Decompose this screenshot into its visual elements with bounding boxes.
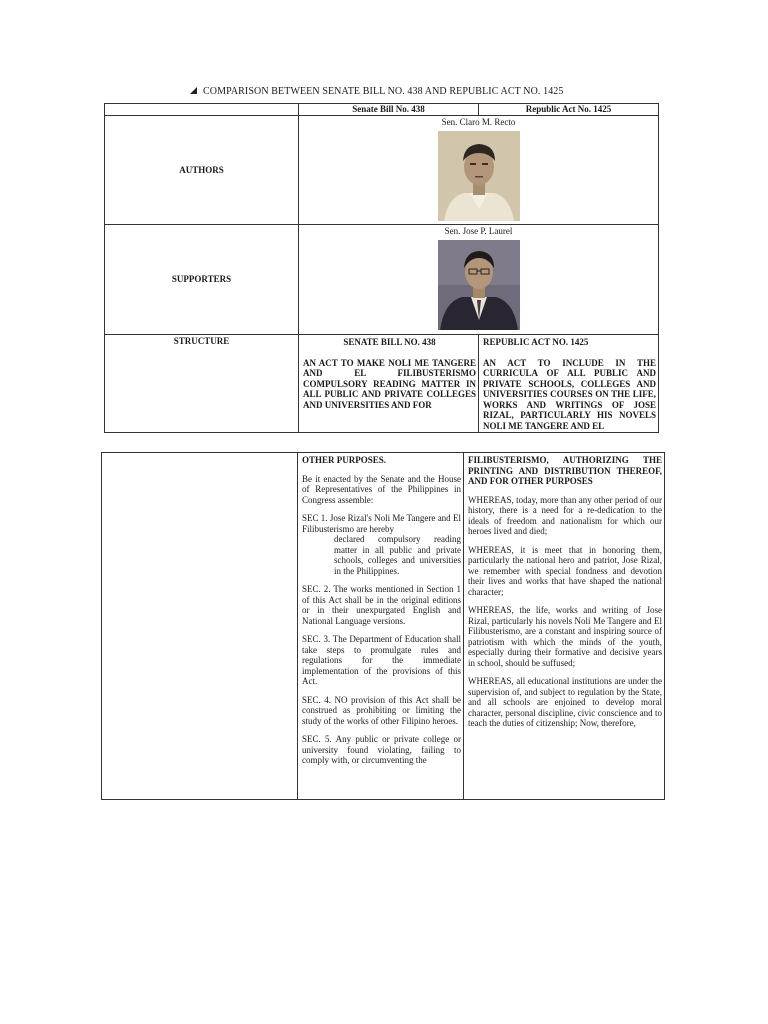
senate-sec1-part2-text: declared compulsory reading matter in all public and private schools, colleges and universities in the Philippines. [334,534,461,576]
senate-structure-heading: SENATE BILL NO. 438 [343,337,436,347]
laurel-portrait-photo [438,240,520,330]
senate-continued-cell [298,453,464,800]
senate-sec5: SEC. 5. Any public or private college or university found violating, failing to comply with, or circumventing the [302,734,461,765]
republic-structure-heading: REPUBLIC ACT NO. 1425 [483,337,589,347]
page-title [190,86,564,97]
republic-whereas-3: WHEREAS, the life, works and writing of Jose Rizal, particularly his novels Noli Me Tangere and El Filibusterismo, are a constant and inspiring source of patriotism with which the minds of the youth, especially during their formative and decisive years in school, should be suffused; [468,605,662,668]
republic-title-continued: FILIBUSTERISMO, AUTHORIZING THE PRINTING AND DISTRIBUTION THEREOF, AND FOR OTHER PURPOSES [468,455,662,486]
authors-caption: Sen. Claro M. Recto [441,117,516,127]
structure-label: STRUCTURE [105,335,299,433]
senate-sec1-part1: SEC 1. Jose Rizal's Noli Me Tangere and El Filibusterismo are hereby [302,513,461,534]
title-text: COMPARISON BETWEEN SENATE BILL NO. 438 AND REPUBLIC ACT NO. 1425 [203,86,564,97]
continued-label-cell [102,453,298,800]
senate-title-continued: OTHER PURPOSES. [302,455,387,465]
header-senate-bill: Senate Bill No. 438 [299,104,479,116]
republic-structure-title: AN ACT TO INCLUDE IN THE CURRICULA OF ALL PUBLIC AND PRIVATE SCHOOLS, COLLEGES AND UNIVERSITIES COURSES ON THE LIFE, WORKS AND WRITINGS OF JOSE RIZAL, PARTICULARLY HIS NOVELS NOLI ME TANGERE AND EL [483,357,656,431]
senate-structure-cell [299,335,479,433]
senate-enacting-clause: Be it enacted by the Senate and the House of Representatives of the Philippines in Congress assemble: [302,473,461,505]
republic-whereas-4: WHEREAS, all educational institutions are under the supervision of, and subject to regulation by the State, and all schools are enjoined to develop moral character, personal discipline, civic conscience and to teach the duties of citizenship; Now, therefore, [468,676,662,728]
header-republic-act: Republic Act No. 1425 [479,104,659,116]
supporters-caption: Sen. Jose P. Laurel [444,226,513,236]
republic-whereas-2: WHEREAS, it is meet that in honoring them, particularly the national hero and patriot, Jose Rizal, we remember with special fondness and devotion their lives and works that have shaped the national character; [468,544,662,597]
senate-sec1-part2 [302,534,461,576]
recto-portrait-photo [438,131,520,221]
senate-structure-title: AN ACT TO MAKE NOLI ME TANGERE AND EL FILIBUSTERISMO COMPULSORY READING MATTER IN ALL PUBLIC AND PRIVATE COLLEGES AND UNIVERSITIES AND FOR [303,357,476,410]
comparison-table-top [104,103,659,433]
header-blank-cell [105,104,299,116]
republic-continued-cell [464,453,665,800]
senate-sec2: SEC. 2. The works mentioned in Section 1 of this Act shall be in the original editions or in their unexpurgated English and National Language versions. [302,584,461,626]
senate-sec4: SEC. 4. NO provision of this Act shall be construed as prohibiting or limiting the study of the works of other Filipino heroes. [302,694,461,726]
authors-label: AUTHORS [105,116,299,225]
supporters-cell [299,225,659,335]
republic-whereas-1: WHEREAS, today, more than any other period of our history, there is a need for a re-dedication to the ideals of freedom and nationalism for which our heroes lived and died; [468,494,662,536]
authors-cell [299,116,659,225]
republic-structure-cell [479,335,659,433]
comparison-table-continued [101,452,665,800]
supporters-label: SUPPORTERS [105,225,299,335]
senate-sec3: SEC. 3. The Department of Education shall take steps to promulgate rules and regulations for the immediate implementation of the provisions of this Act. [302,634,461,686]
triangle-bullet-icon [190,87,197,94]
